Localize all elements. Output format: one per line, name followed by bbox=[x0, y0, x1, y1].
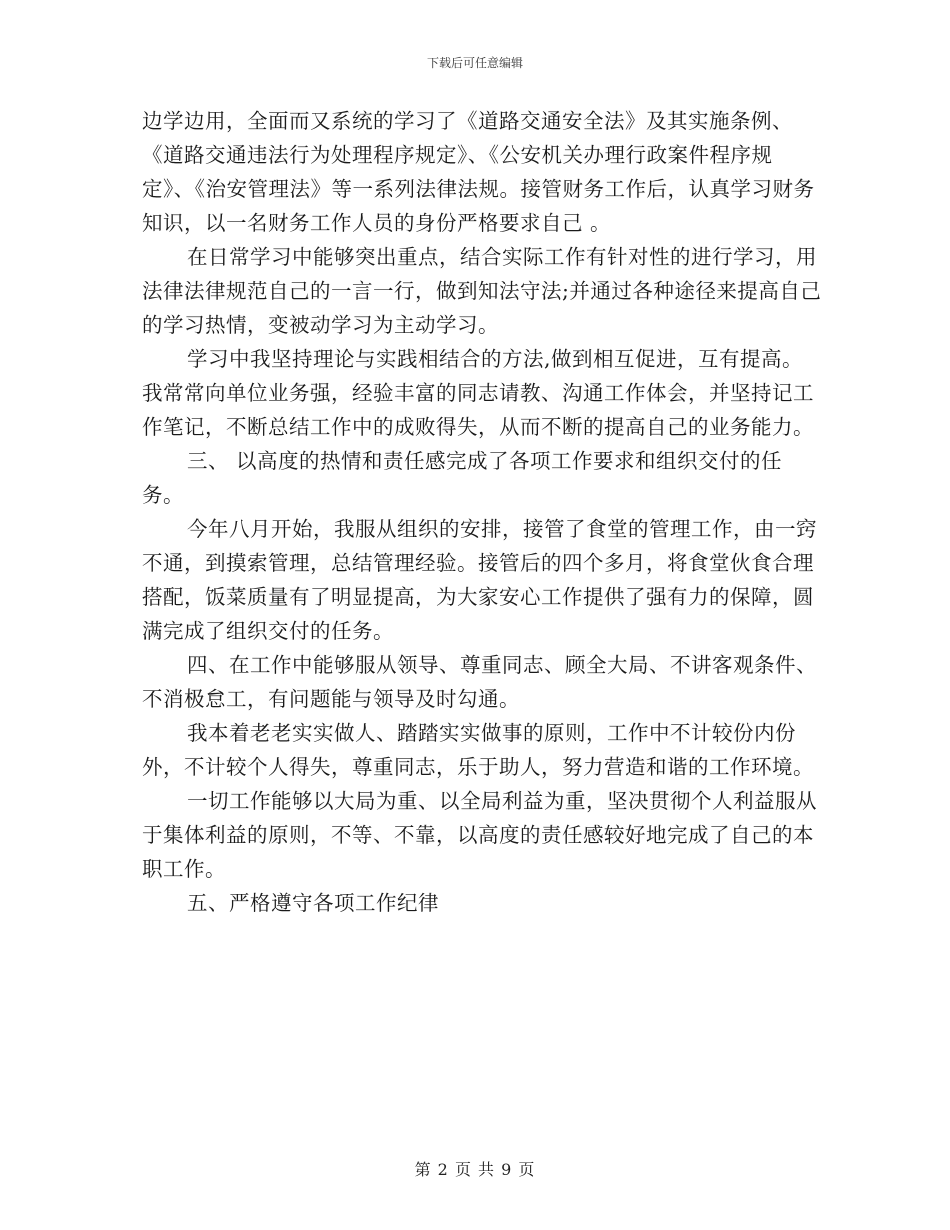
section-heading-5: 五、严格遵守各项工作纪律 bbox=[187, 891, 439, 915]
page-header-note: 下载后可任意编辑 bbox=[426, 56, 523, 70]
paragraph-6: 一切工作能够以大局为重、以全局利益为重，坚决贯彻个人利益服从于集体利益的原则，不等、不靠，以高度的责任感较好地完成了自己的本职工作。 bbox=[142, 789, 817, 881]
section-heading-3: 三、 以高度的热情和责任感完成了各项工作要求和组织交付的任务。 bbox=[142, 449, 783, 507]
paragraph-4: 今年八月开始，我服从组织的安排，接管了食堂的管理工作，由一窍不通，到摸索管理，总结管理经验。接管后的四个多月，将食堂伙食合理搭配，饭菜质量有了明显提高，为大家安心工作提供了强有力的保障，圆满完成了组织交付的任务。 bbox=[142, 517, 817, 643]
paragraph-2: 在日常学习中能够突出重点，结合实际工作有针对性的进行学习，用法律法律规范自己的一言一行，做到知法守法;并通过各种途径来提高自己的学习热情，变被动学习为主动学习。 bbox=[142, 245, 822, 337]
section-heading-4: 四、在工作中能够服从领导、尊重同志、顾全大局、不讲客观条件、不消极怠工，有问题能与领导及时勾通。 bbox=[142, 653, 817, 711]
paragraph-3: 学习中我坚持理论与实践相结合的方法,做到相互促进，互有提高。我常常向单位业务强，经验丰富的同志请教、沟通工作体会，并坚持记工作笔记，不断总结工作中的成败得失，从而不断的提高自己的业务能力。 bbox=[142, 347, 814, 439]
document-body bbox=[142, 104, 822, 920]
page-number-footer: 第 2 页 共 9 页 bbox=[414, 1160, 536, 1179]
paragraph-5: 我本着老老实实做人、踏踏实实做事的原则，工作中不计较份内份外，不计较个人得失，尊重同志，乐于助人，努力营造和谐的工作环境。 bbox=[142, 721, 814, 779]
paragraph-1: 边学边用，全面而又系统的学习了《道路交通安全法》及其实施条例、《道路交通违法行为处理程序规定》、《公安机关办理行政案件程序规定》、《治安管理法》等一系列法律法规。接管财务工作后，认真学习财务知识，以一名财务工作人员的身份严格要求自己 。 bbox=[142, 109, 815, 235]
